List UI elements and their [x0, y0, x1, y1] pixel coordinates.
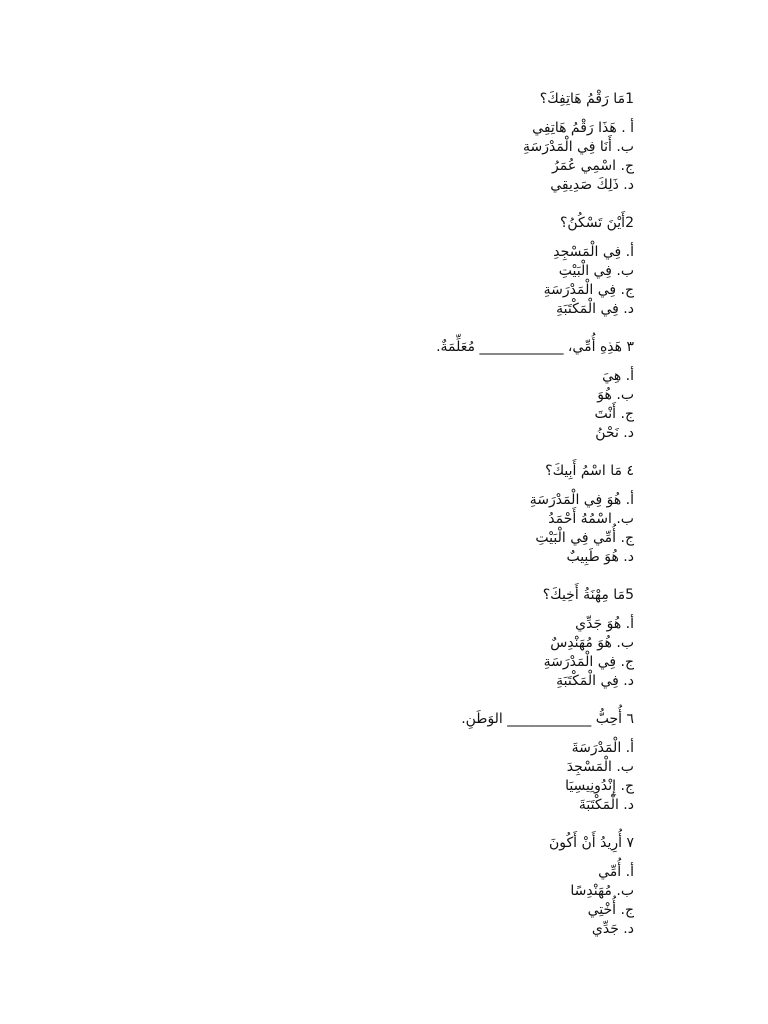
option-a: أ. الْمَدْرَسَةَ: [571, 740, 634, 756]
option-b: ب. هُوَ: [597, 387, 634, 403]
option-a: أ. هُوَ فِي الْمَدْرَسَةِ: [529, 492, 634, 508]
option-d: د. فِي الْمَكْتَبَةِ: [556, 673, 634, 689]
question-2: [0, 212, 634, 319]
question-text: 5مَا مِهْنَةُ أَخِيكَ؟: [542, 587, 634, 603]
question-1: [0, 88, 634, 195]
option-c: ج. اسْمِي عُمَرُ: [552, 158, 634, 174]
question-4: [0, 460, 634, 567]
question-6: [0, 708, 634, 815]
option-a: أ. هُوَ جَدِّي: [575, 616, 634, 632]
option-c: ج. أَنْتَ: [594, 406, 634, 422]
question-5: [0, 584, 634, 691]
question-text: ٦ أُحِبُّ ____________ الوَطَنِ.: [461, 711, 634, 727]
option-a: أ . هَذَا رَقْمُ هَاتِفِي: [532, 120, 634, 136]
question-7: [0, 832, 634, 939]
option-b: ب. اسْمُهُ أَحْمَدُ: [548, 511, 634, 527]
worksheet: [0, 88, 634, 956]
question-text: ٧ أُرِيدُ أَنْ أَكُونَ: [548, 835, 634, 851]
option-b: ب. أَنَا فِي الْمَدْرَسَةِ: [523, 139, 634, 155]
option-c: ج. أُخْتِي: [587, 902, 634, 918]
option-a: أ. أُمِّي: [598, 864, 634, 880]
option-d: د. فِي الْمَكْتَبَةِ: [556, 301, 634, 317]
option-b: ب. الْمَسْجِدَ: [566, 759, 634, 775]
option-d: د. نَحْنُ: [595, 425, 634, 441]
option-c: ج. فِي الْمَدْرَسَةِ: [543, 654, 634, 670]
option-b: ب. مُهَنْدِسًا: [570, 883, 634, 899]
option-b: ب. فِي الْبَيْتِ: [558, 263, 634, 279]
question-text: ٤ مَا اسْمُ أَبِيكَ؟: [545, 463, 634, 479]
option-c: ج. أُمِّي فِي الْبَيْتِ: [535, 530, 634, 546]
question-3: [0, 336, 634, 443]
option-d: د. ذَلِكَ صَدِيقِي: [550, 177, 634, 193]
question-text: 2أَيْنَ تَسْكُنُ؟: [559, 215, 634, 231]
option-a: أ. فِي الْمَسْجِدِ: [553, 244, 634, 260]
option-d: د. هُوَ طَبِيبٌ: [566, 549, 634, 565]
option-d: د. جَدِّي: [591, 921, 634, 937]
question-text: ٣ هَذِهِ أُمِّي، ____________ مُعَلِّمَةٌ.: [436, 339, 634, 355]
question-text: 1مَا رَقْمُ هَاتِفِكَ؟: [539, 91, 634, 107]
option-d: د. الْمَكْتَبَةَ: [578, 797, 634, 813]
option-c: ج. فِي الْمَدْرَسَةِ: [543, 282, 634, 298]
option-a: أ. هِيَ: [602, 368, 634, 384]
option-b: ب. هُوَ مُهَنْدِسٌ: [550, 635, 634, 651]
option-c: ج. إِنْدُونِيسِيَا: [565, 778, 634, 794]
